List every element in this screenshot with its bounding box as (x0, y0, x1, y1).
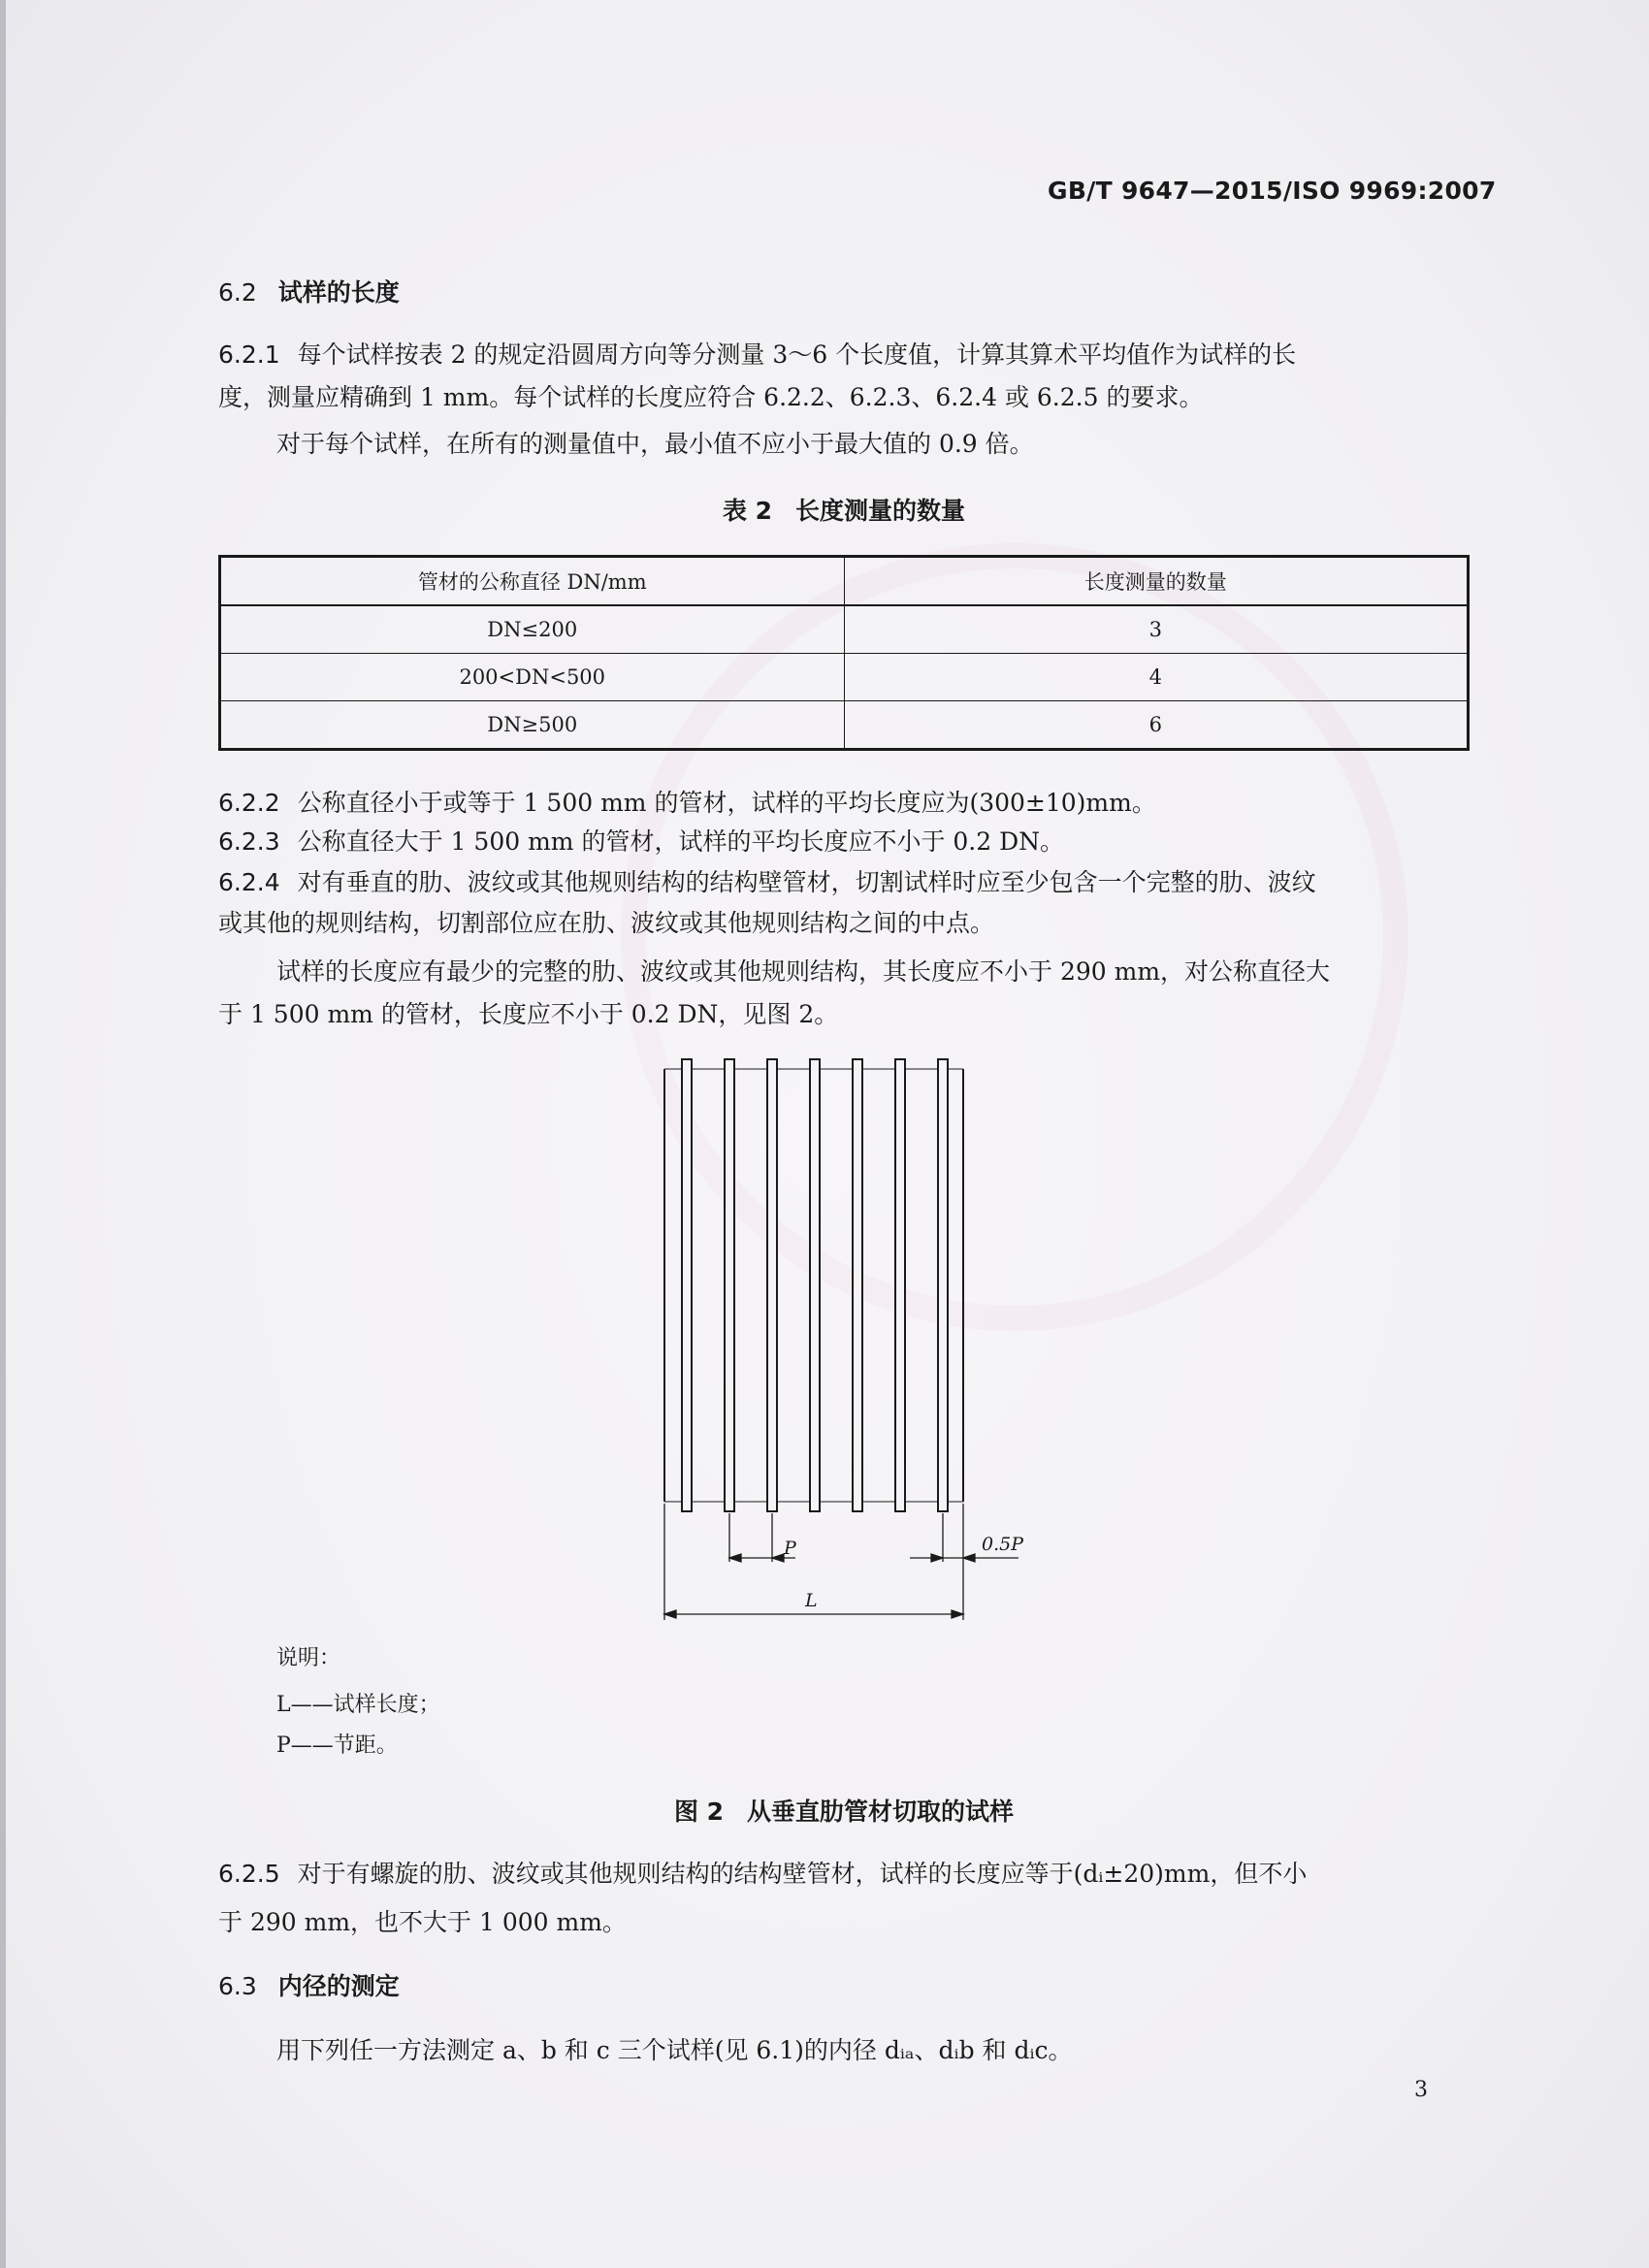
figure-caption-number: 图 2 (673, 1798, 725, 1826)
para-6-2-4-line1 (218, 863, 1316, 902)
figure-key-title: 说明： (276, 1646, 341, 1670)
table-header-row (220, 557, 1469, 606)
table-caption-number: 表 2 (722, 497, 773, 525)
clause-text: 每个试样按表 2 的规定沿圆周方向等分测量 3～6 个长度值，计算其算术平均值作为试样的长 (297, 340, 1297, 369)
clause-text: 公称直径大于 1 500 mm 的管材，试样的平均长度应不小于 0.2 DN。 (297, 827, 1065, 856)
figure-2-caption (218, 1793, 1470, 1828)
para-6-2-4-line3: 试样的长度应有最少的完整的肋、波纹或其他规则结构，其长度应不小于 290 mm，对公称直径大 (276, 957, 1331, 986)
para-6-2-1-line2: 度，测量应精确到 1 mm。每个试样的长度应符合 6.2.2、6.2.3、6.2.4 或 6.2.5 的要求。 (218, 383, 1204, 411)
figure-caption-title: 从垂直肋管材切取的试样 (747, 1798, 1015, 1826)
clause-number: 6.2.1 (218, 340, 280, 369)
table-caption-title: 长度测量的数量 (795, 497, 966, 525)
para-6-2-5-line2: 于 290 mm，也不大于 1 000 mm。 (218, 1908, 627, 1936)
standard-code-header: GB/T 9647—2015/ISO 9969:2007 (1048, 177, 1497, 205)
para-6-2-4-line4: 于 1 500 mm 的管材，长度应不小于 0.2 DN，见图 2。 (218, 1000, 839, 1028)
para-6-2-1-line3: 对于每个试样，在所有的测量值中，最小值不应小于最大值的 0.9 倍。 (276, 430, 1034, 458)
dimension-lines (664, 1504, 1018, 1620)
section-title: 内径的测定 (277, 1972, 400, 2000)
section-number: 6.2 (218, 278, 257, 307)
section-number: 6.3 (218, 1972, 257, 2000)
cell-count: 4 (844, 654, 1469, 701)
cell-dn-range: 200<DN<500 (220, 654, 845, 701)
clause-number: 6.2.3 (218, 827, 280, 856)
clause-number: 6.2.5 (218, 1860, 280, 1888)
label-pitch-p: P (784, 1538, 796, 1559)
clause-text: 公称直径小于或等于 1 500 mm 的管材，试样的平均长度应为(300±10)mm。 (297, 789, 1156, 817)
clause-number: 6.2.4 (218, 868, 280, 896)
para-6-2-2 (218, 784, 1156, 823)
header-measurement-count: 长度测量的数量 (844, 557, 1469, 606)
pipe-ribs (682, 1059, 948, 1511)
cell-count: 6 (844, 701, 1469, 750)
section-6-3-heading (218, 1967, 400, 2006)
clause-number: 6.2.2 (218, 789, 280, 817)
cell-count: 3 (844, 605, 1469, 654)
cell-dn-range: DN≥500 (220, 701, 845, 750)
para-6-2-5-line1 (218, 1855, 1307, 1894)
figure-key-l: L——试样长度； (276, 1693, 440, 1717)
label-half-pitch: 0.5P (982, 1534, 1024, 1555)
section-title: 试样的长度 (277, 278, 400, 307)
para-6-2-1-line1 (218, 336, 1296, 374)
para-6-2-4-line2: 或其他的规则结构，切割部位应在肋、波纹或其他规则结构之间的中点。 (218, 909, 995, 937)
header-nominal-diameter: 管材的公称直径 DN/mm (220, 557, 845, 606)
table-row (220, 605, 1469, 654)
section-6-2-heading (218, 274, 400, 312)
clause-text: 对于有螺旋的肋、波纹或其他规则结构的结构壁管材，试样的长度应等于(dᵢ±20)mm，但不小 (297, 1860, 1308, 1888)
figure-key-p: P——节距。 (276, 1733, 398, 1758)
table-row (220, 701, 1469, 750)
table-row (220, 654, 1469, 701)
scan-edge-shadow (0, 0, 6, 2268)
figure-2-ribbed-pipe-diagram (640, 1048, 1048, 1630)
clause-text: 对有垂直的肋、波纹或其他规则结构的结构壁管材，切割试样时应至少包含一个完整的肋、波纹 (297, 868, 1316, 896)
length-measurement-table (218, 555, 1470, 751)
para-6-2-3 (218, 823, 1064, 861)
table-2-caption (218, 492, 1470, 527)
para-6-3-text: 用下列任一方法测定 a、b 和 c 三个试样(见 6.1)的内径 dᵢₐ、dᵢb 和 dᵢc。 (276, 2036, 1073, 2064)
cell-dn-range: DN≤200 (220, 605, 845, 654)
page-number: 3 (1414, 2078, 1428, 2102)
label-length-l: L (805, 1590, 818, 1611)
